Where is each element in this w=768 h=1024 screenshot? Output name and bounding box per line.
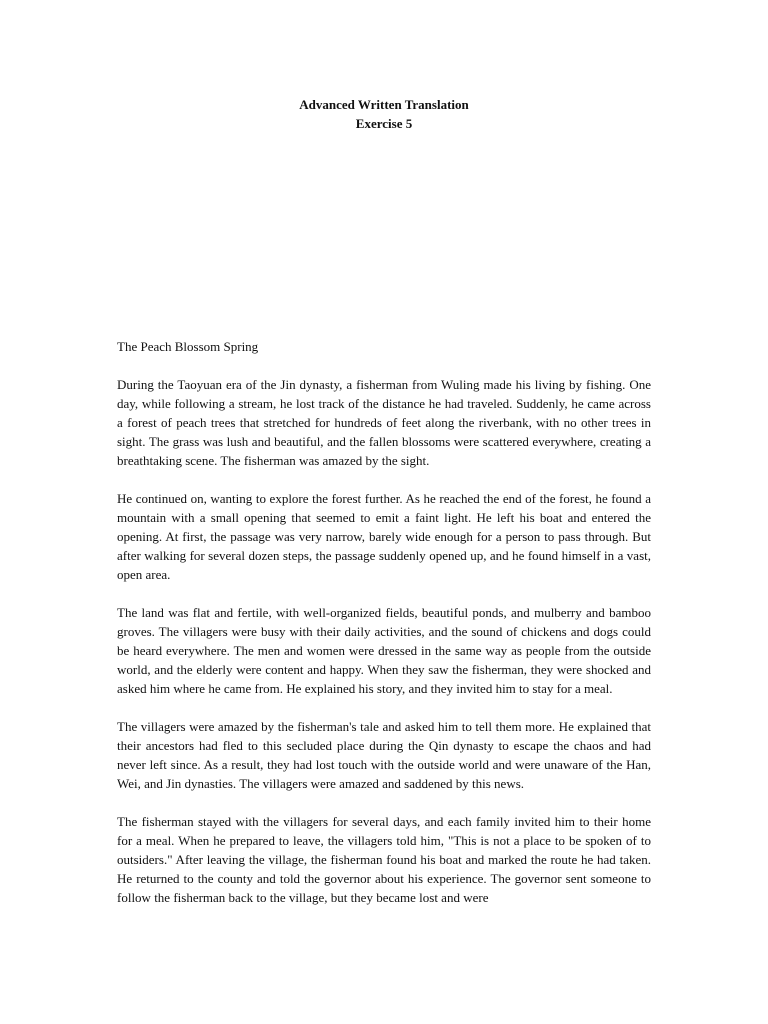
document-body [117, 95, 651, 907]
source-paragraph [117, 280, 651, 318]
source-title [117, 147, 651, 166]
translation-paragraph: The fisherman stayed with the villagers for several days, and each family invited him to their home for a meal. When he prepared to leave, the villagers told him, "This is not a place to be spoken of to outsiders." After leaving the village, the fisherman found his boat and marked the route he had taken. He returned to the county and told the governor about his experience. The governor sent someone to follow the fisherman back to the village, but they became lost and were [117, 814, 651, 905]
translation-paragraph: During the Taoyuan era of the Jin dynasty, a fisherman from Wuling made his living by fishing. One day, while following a stream, he lost track of the distance he had traveled. Suddenly, he came across a forest of peach trees that stretched for hundreds of feet along the riverbank, with no other trees in sight. The grass was lush and beautiful, and the fallen blossoms were scattered everywhere, creating a breathtaking scene. The fisherman was amazed by the sight. [117, 377, 651, 468]
translation-paragraph: He continued on, wanting to explore the forest further. As he reached the end of the forest, he found a mountain with a small opening that seemed to emit a faint light. He left his boat and entered the opening. At first, the passage was very narrow, barely wide enough for a person to pass through. But after walking for several dozen steps, the passage suddenly opened up, and he found himself in a vast, open area. [117, 491, 651, 582]
document-title: Advanced Written Translation [299, 97, 469, 112]
source-paragraph [117, 166, 651, 204]
translation-paragraph: The land was flat and fertile, with well-organized fields, beautiful ponds, and mulberry and bamboo groves. The villagers were busy with their daily activities, and the sound of chickens and dogs could be heard everywhere. The men and women were dressed in the same way as people from the outside world, and the elderly were content and happy. When they saw the fisherman, they were shocked and asked him where he came from. He explained his story, and they invited him to stay for a meal. [117, 605, 651, 696]
translation-title: The Peach Blossom Spring [117, 339, 259, 354]
exercise-number: Exercise 5 [355, 116, 413, 131]
source-paragraph [117, 204, 651, 280]
translation-paragraph: The villagers were amazed by the fisherman's tale and asked him to tell them more. He explained that their ancestors had fled to this secluded place during the Qin dynasty to escape the chaos and had never left since. As a result, they had lost touch with the outside world and were unaware of the Han, Wei, and Jin dynasties. The villagers were amazed and saddened by this news. [117, 719, 651, 791]
